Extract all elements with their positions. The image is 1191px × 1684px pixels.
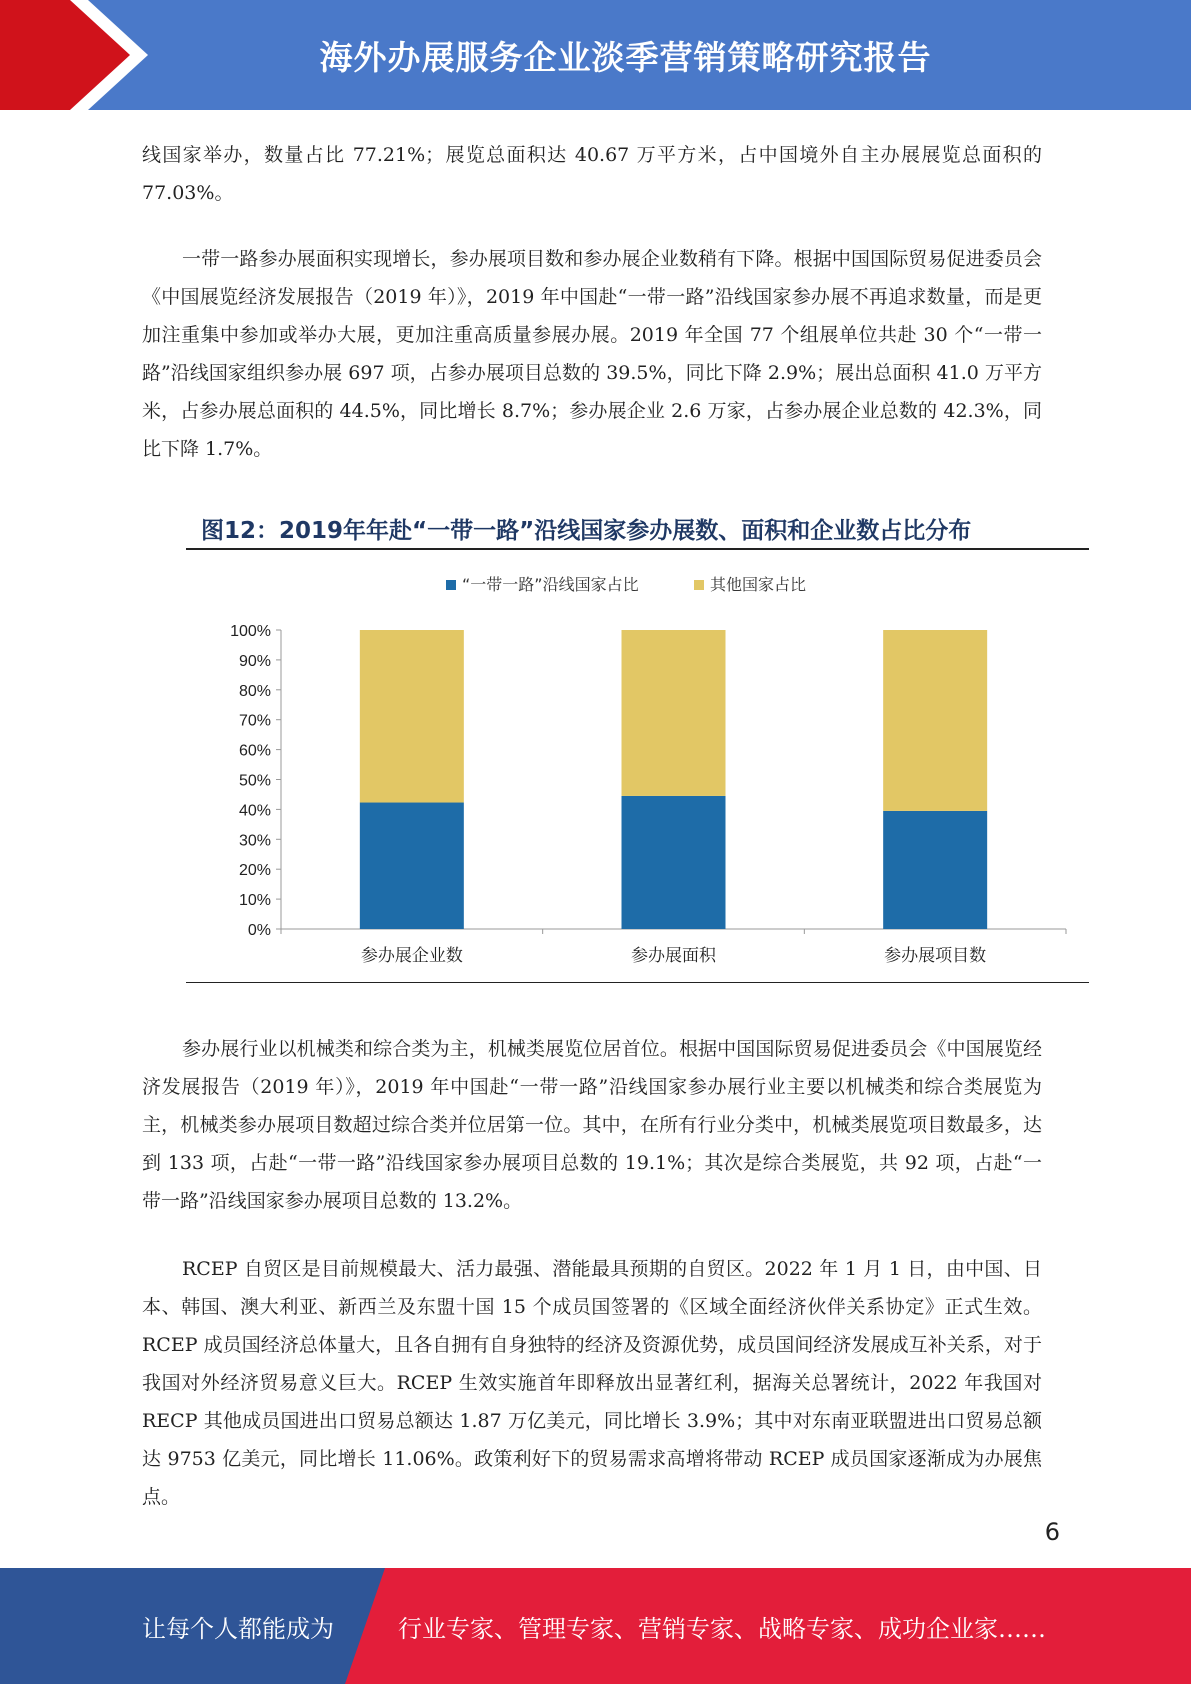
paragraph-4: RCEP 自贸区是目前规模最大、活力最强、潜能最具预期的自贸区。2022 年 1 月 1 日，由中国、日本、韩国、澳大利亚、新西兰及东盟十国 15 个成员国签署的《区域全面经济伙伴关系协定》正式生效。RCEP 成员国经济总体量大，且各自拥有自身独特的经济及资源优势，成员国间经济发展成互补关系，对于我国对外经济贸易意义巨大。RCEP 生效实施首年即释放出显著红利，据海关总署统计，2022 年我国对 RECP 其他成员国进出口贸易总额达 1.87 万亿美元，同比增长 3.9%；其中对东南亚联盟进出口贸易总额达 9753 亿美元，同比增长 11.06%。政策利好下的贸易需求高增将带动 RCEP 成员国家逐渐成为办展焦点。 [142, 1258, 1042, 1508]
x-category-label-1: 参办展面积 [631, 946, 716, 966]
y-tick-label: 40% [238, 802, 271, 820]
page-header-title: 海外办展服务企业淡季营销策略研究报告 [319, 37, 932, 77]
y-tick-label: 100% [230, 623, 271, 640]
legend-label-1: 其他国家占比 [710, 575, 807, 594]
footer-slogan-right: 行业专家、管理专家、营销专家、战略专家、成功企业家…… [398, 1614, 1046, 1643]
legend-swatch-0 [446, 580, 456, 590]
legend-swatch-1 [694, 580, 704, 590]
paragraph-1: 线国家举办，数量占比 77.21%；展览总面积达 40.67 万平方米，占中国境外自主办展展览总面积的 77.03%。 [142, 144, 1042, 204]
y-tick-label: 80% [238, 682, 271, 700]
page-header [0, 0, 1191, 110]
paragraph-3: 参办展行业以机械类和综合类为主，机械类展览位居首位。根据中国国际贸易促进委员会《中国展览经济发展报告（2019 年）》，2019 年中国赴“一带一路”沿线国家参办展行业主要以机械类和综合类展览为主，机械类参办展项目数超过综合类并位居第一位。其中，在所有行业分类中，机械类展览项目数最多，达到 133 项，占赴“一带一路”沿线国家参办展项目总数的 19.1%；其次是综合类展览，共 92 项，占赴“一带一路”沿线国家参办展项目总数的 13.2%。 [142, 1038, 1042, 1212]
y-tick-label: 60% [238, 742, 271, 760]
page-footer [0, 1568, 1191, 1684]
figure-rule-top [186, 548, 1089, 550]
y-tick-label: 70% [238, 712, 271, 730]
bar-other-0 [360, 630, 464, 803]
bar-other-1 [622, 630, 726, 796]
footer-slogan-left: 让每个人都能成为 [142, 1614, 334, 1643]
bar-other-2 [883, 630, 987, 811]
figure-title: 图12：2019年年赴“一带一路”沿线国家参办展数、面积和企业数占比分布 [201, 517, 972, 544]
y-tick-label: 30% [238, 832, 271, 850]
bar-belt-road-2 [883, 811, 987, 929]
y-tick-label: 0% [247, 922, 271, 939]
y-tick-label: 90% [238, 652, 271, 670]
legend-label-0: “一带一路”沿线国家占比 [462, 575, 639, 594]
bar-belt-road-0 [360, 803, 464, 929]
y-tick-label: 10% [238, 892, 271, 910]
stacked-bar-chart [186, 555, 1089, 975]
x-category-label-0: 参办展企业数 [360, 946, 463, 966]
paragraph-2: 一带一路参办展面积实现增长，参办展项目数和参办展企业数稍有下降。根据中国国际贸易促进委员会《中国展览经济发展报告（2019 年）》，2019 年中国赴“一带一路”沿线国家参办展不再追求数量，而是更加注重集中参加或举办大展，更加注重高质量参展办展。2019 年全国 77 个组展单位共赴 30 个“一带一路”沿线国家组织参办展 697 项，占参办展项目总数的 39.5%，同比下降 2.9%；展出总面积 41.0 万平方米，占参办展总面积的 44.5%，同比增长 8.7%；参办展企业 2.6 万家，占参办展企业总数的 42.3%，同比下降 1.7%。 [142, 248, 1042, 460]
header-arrow-decoration [0, 0, 150, 110]
x-category-label-2: 参办展项目数 [884, 946, 987, 966]
y-tick-label: 20% [238, 862, 271, 880]
y-tick-label: 50% [238, 772, 271, 790]
bar-belt-road-1 [622, 796, 726, 929]
page-number: 6 [1044, 1518, 1060, 1546]
figure-rule-bottom [186, 982, 1089, 983]
